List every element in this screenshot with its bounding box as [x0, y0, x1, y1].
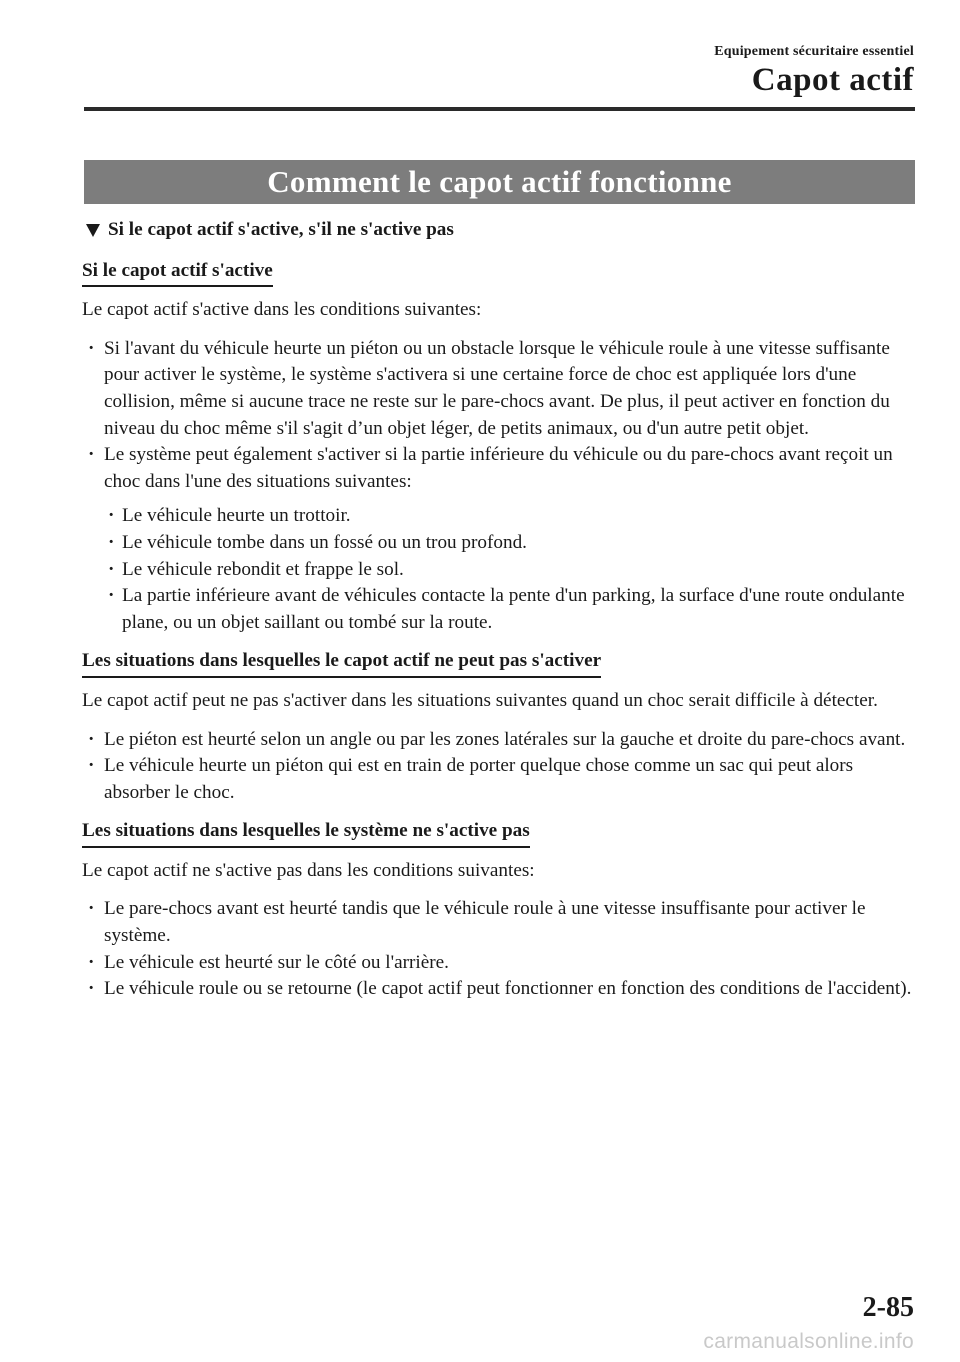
subheading-text: Si le capot actif s'active, s'il ne s'active pas — [108, 219, 454, 240]
sub-list-item: · Le véhicule heurte un trottoir. — [84, 503, 915, 530]
triangle-down-icon — [86, 224, 100, 237]
section-heading-may-not: Les situations dans lesquelles le capot actif ne peut pas s'activer — [82, 648, 601, 678]
page-number: 2-85 — [862, 1292, 914, 1323]
section-intro-may-not: Le capot actif peut ne pas s'activer dans les situations suivantes quand un choc serait difficile à détecter. — [82, 689, 878, 711]
sub-list-item: · Le véhicule tombe dans un fossé ou un trou profond. — [84, 530, 915, 557]
list-item: · Le système peut également s'activer si la partie inférieure du véhicule ou du pare-chocs avant reçoit un choc dans l'une des situations suivantes: — [84, 442, 915, 495]
list-item: · Le véhicule roule ou se retourne (le capot actif peut fonctionner en fonction des conditions de l'accident). — [84, 976, 915, 1003]
sub-list-item: · La partie inférieure avant de véhicules contacte la pente d'un parking, la surface d'une route ondulante plane, ou un objet saillant ou tombé sur la route. — [84, 583, 915, 636]
sub-list-item: · Le véhicule rebondit et frappe le sol. — [84, 557, 915, 584]
list-item: · Si l'avant du véhicule heurte un piéton ou un obstacle lorsque le véhicule roule à une vitesse suffisante pour activer le système, le système s'activera si une certaine force de choc est appliquée lors d'une collision, même si aucune trace ne reste sur le pare-chocs avant. De plus, il peut activer en fonction du niveau du choc même s'il s'agit d’un objet léger, de petits animaux, ou d'un autre petit objet. — [84, 336, 915, 442]
section-heading-activates: Si le capot actif s'active — [82, 258, 273, 288]
section-intro-activates: Le capot actif s'active dans les conditions suivantes: — [82, 299, 482, 321]
section-heading-does-not: Les situations dans lesquelles le système ne s'active pas — [82, 818, 530, 848]
subheading — [84, 217, 915, 244]
list-item: · Le véhicule heurte un piéton qui est en train de porter quelque chose comme un sac qui peut alors absorber le choc. — [84, 753, 915, 806]
section-intro-does-not: Le capot actif ne s'active pas dans les conditions suivantes: — [82, 859, 535, 881]
main-content — [84, 217, 915, 1003]
list-item: · Le piéton est heurté selon un angle ou par les zones latérales sur la gauche et droite du pare-chocs avant. — [84, 727, 915, 754]
watermark: carmanualsonline.info — [703, 1330, 914, 1353]
section-banner: Comment le capot actif fonctionne — [84, 160, 915, 204]
list-item: · Le véhicule est heurté sur le côté ou l'arrière. — [84, 950, 915, 977]
page-title: Capot actif — [751, 62, 914, 98]
header-divider — [84, 107, 915, 111]
list-item: · Le pare-chocs avant est heurté tandis que le véhicule roule à une vitesse insuffisante pour activer le système. — [84, 896, 915, 949]
chapter-label: Equipement sécuritaire essentiel — [714, 44, 914, 59]
